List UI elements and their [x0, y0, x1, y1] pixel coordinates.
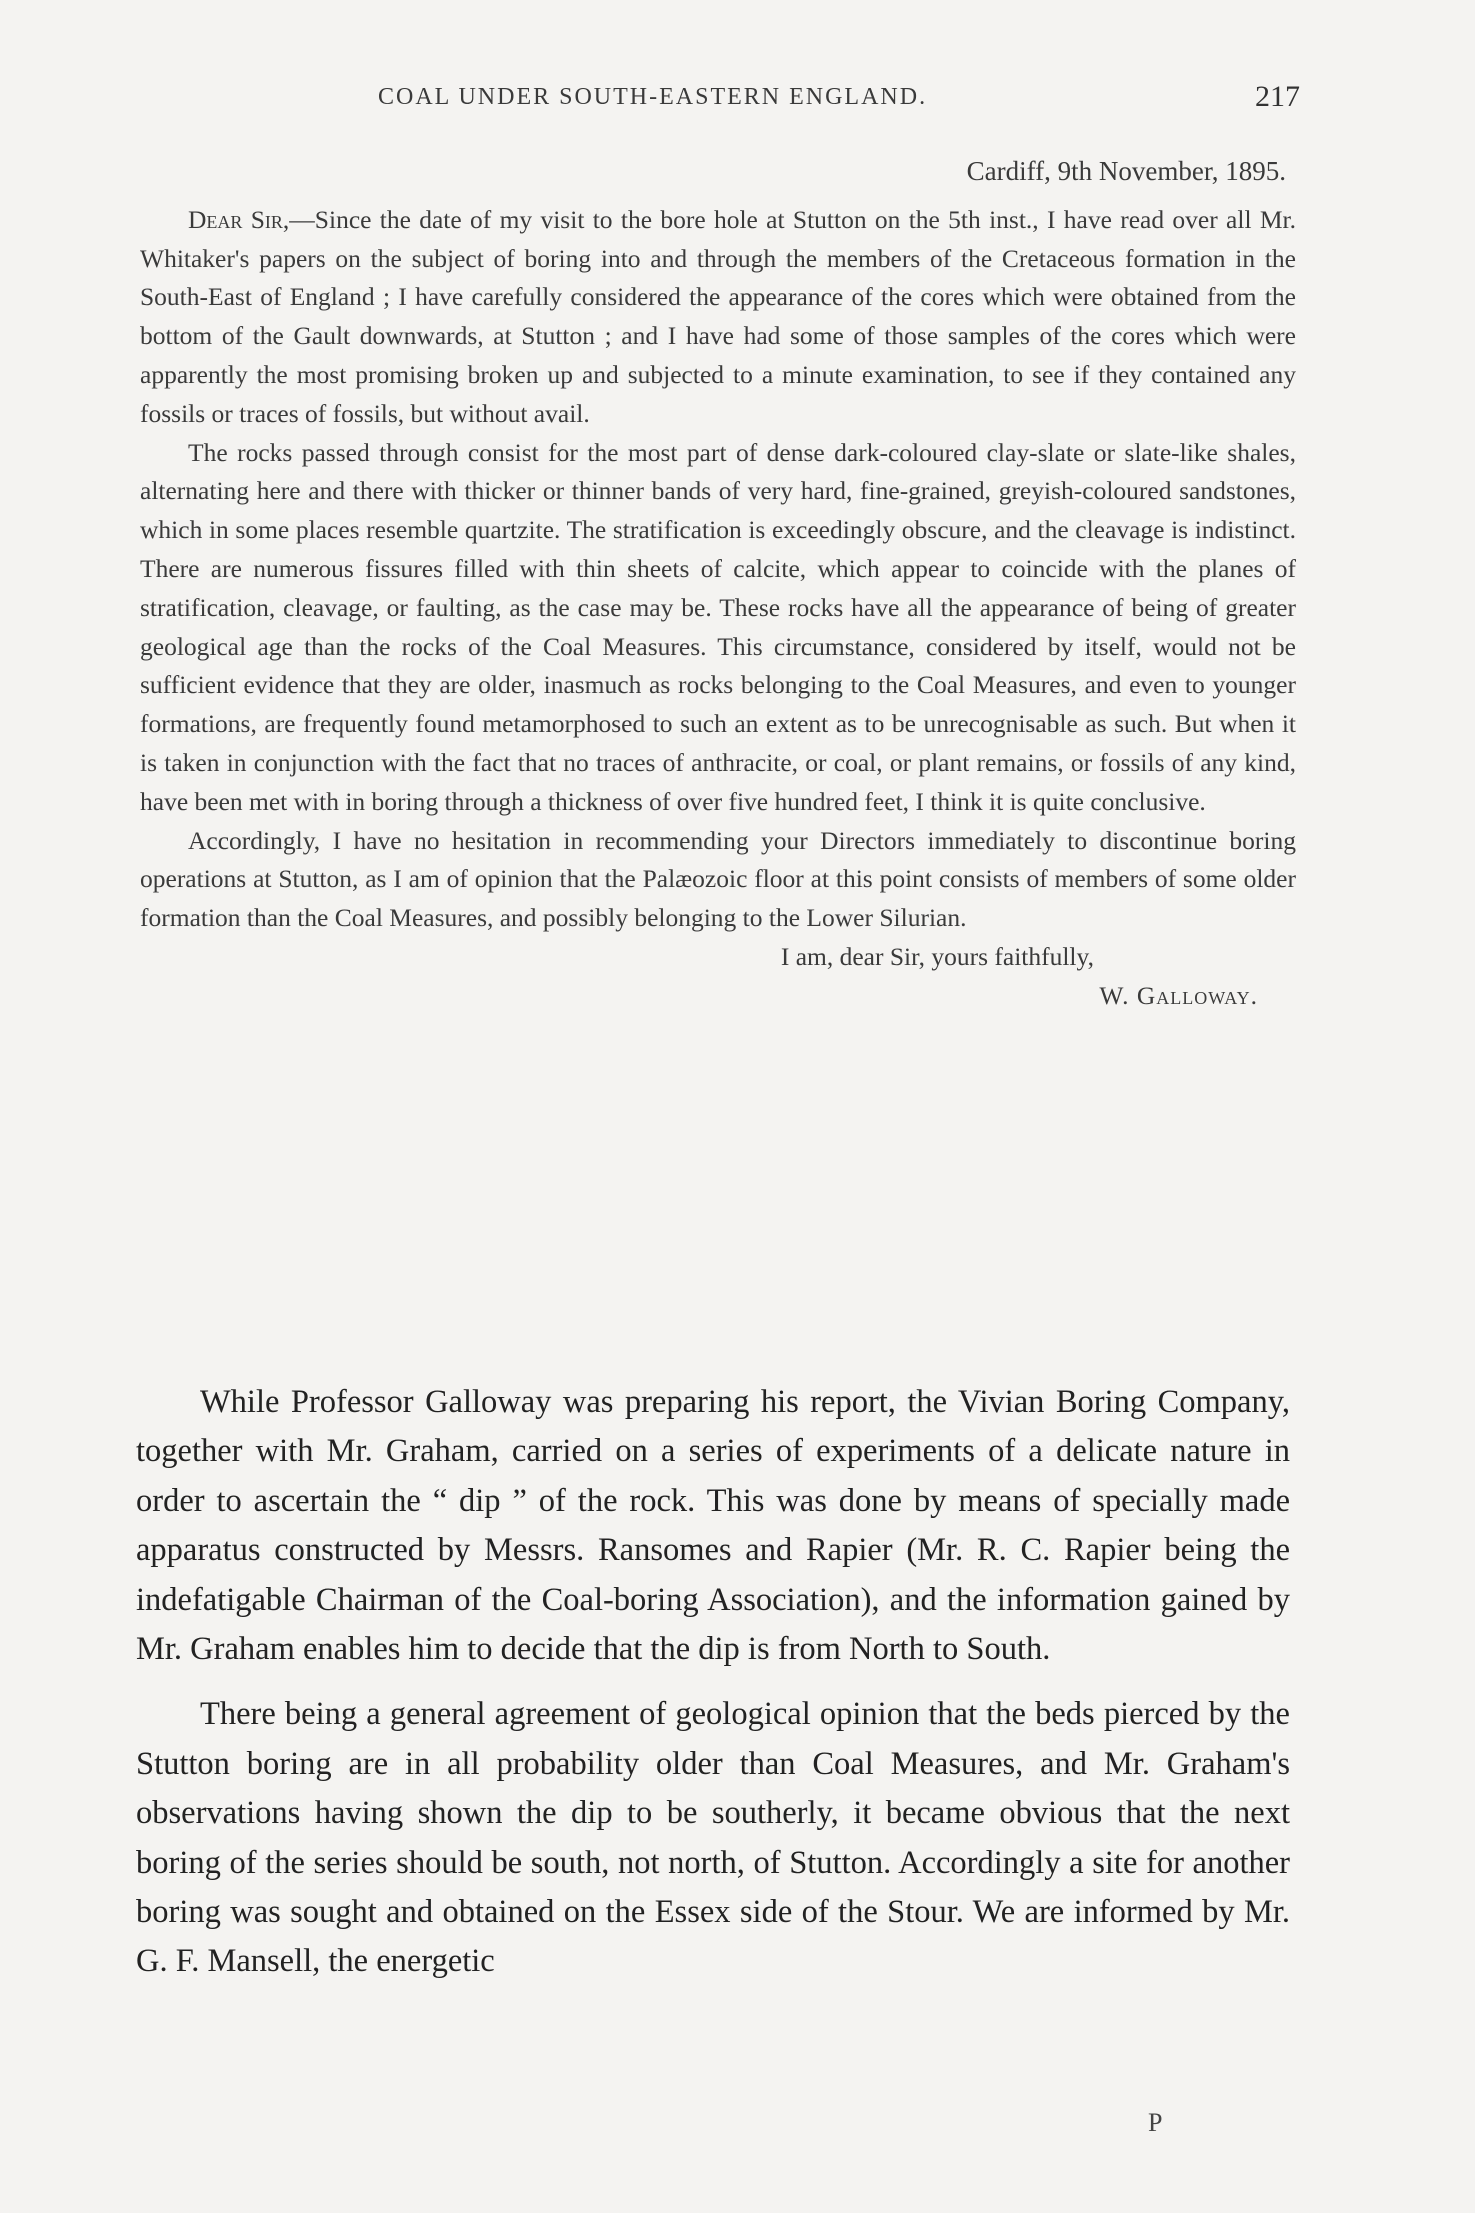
body-paragraph: There being a general agreement of geological opinion that the beds pierced by the Stutton boring are in all probability older than Coal Measures, and Mr. Graham's observations having shown the dip to be southerly, it became obvious that the next boring of the series should be south, not north, of Stutton. Accordingly a site for another boring was sought and obtained on the Essex side of the Stour. We are informed by Mr. G. F. Mansell, the energetic — [136, 1696, 1290, 1980]
letter-paragraph: Accordingly, I have no hesitation in recommending your Directors immediately to discontinue boring operations at Stutton, as I am of opinion that the Palæozoic floor at this point consists of members of some older formation than the Coal Measures, and possibly belonging to the Lower Silurian. — [140, 825, 1296, 933]
letter-dateline: Cardiff, 9th November, 1895. — [966, 156, 1286, 186]
letter-closing: I am, dear Sir, yours faithfully, — [780, 941, 1094, 971]
letter-paragraph: The rocks passed through consist for the most part of dense dark-coloured clay-slate or slate-like shales, alternating here and there with thicker or thinner bands of very hard, fine-grained, greyish-coloured sandstones, which in some places resemble quartzite. The stratification is exceedingly obscure, and the cleavage is indistinct. There are numerous fissures filled with thin sheets of calcite, which appear to coincide with the planes of stratification, cleavage, or faulting, as the case may be. These rocks have all the appearance of being of greater geological age than the rocks of the Coal Measures. This circumstance, considered by itself, would not be sufficient evidence that they are older, inasmuch as rocks belonging to the Coal Measures, and even to younger formations, are frequently found metamorphosed to such an extent as to be unrecognisable as such. But when it is taken in conjunction with the fact that no traces of anthracite, or coal, or plant remains, or fossils of any kind, have been met with in boring through a thickness of over five hundred feet, I think it is quite conclusive. — [140, 437, 1296, 816]
letter-signature: W. Galloway. — [1099, 980, 1258, 1010]
running-head — [140, 80, 1300, 124]
printer-signature-mark: P — [1148, 2108, 1163, 2137]
page-number: 217 — [1255, 80, 1300, 113]
running-title: COAL UNDER SOUTH-EASTERN ENGLAND. — [378, 84, 928, 110]
main-text — [136, 1378, 1290, 1987]
quoted-letter — [140, 152, 1296, 1016]
letter-paragraph-text: —Since the date of my visit to the bore hole at Stutton on the 5th inst., I have read over all Mr. Whitaker's papers on the subject of boring into and through the members of the Cretaceous formation in the South-East of England ; I have carefully considered the appearance of the cores which were obtained from the bottom of the Gault downwards, at Stutton ; and I have had some of those samples of the cores which were apparently the most promising broken up and subjected to a minute examination, to see if they contained any fossils or traces of fossils, but without avail. — [140, 204, 1296, 428]
body-paragraph: While Professor Galloway was preparing his report, the Vivian Boring Company, together with Mr. Graham, carried on a series of experiments of a delicate nature in order to ascertain the “ dip ” of the rock. This was done by means of specially made apparatus constructed by Messrs. Ransomes and Rapier (Mr. R. C. Rapier being the indefatigable Chairman of the Coal-boring Association), and the information gained by Mr. Graham enables him to decide that the dip is from North to South. — [136, 1384, 1290, 1668]
letter-salutation: Dear Sir, — [188, 204, 290, 234]
letter-paragraph — [140, 201, 1296, 434]
